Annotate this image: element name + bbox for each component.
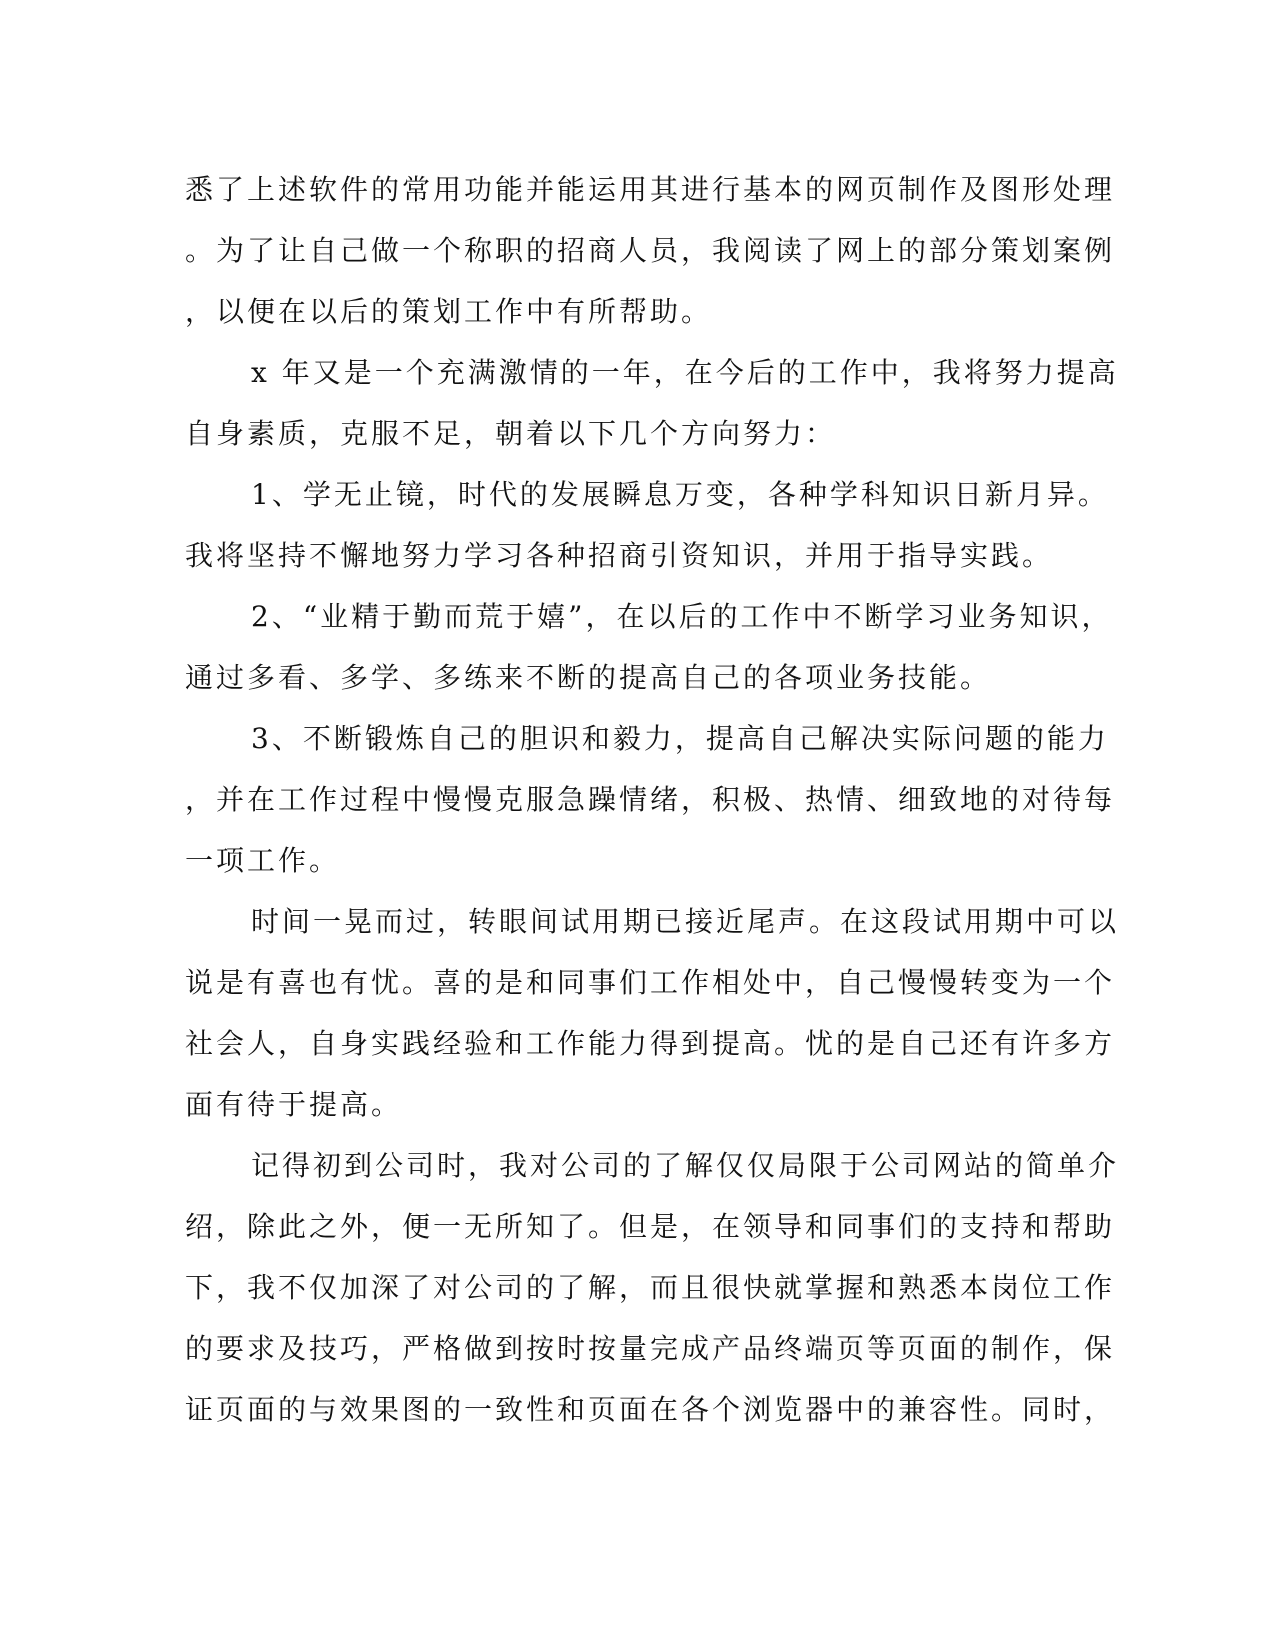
text-line: 时间一晃而过，转眼间试用期已接近尾声。在这段试用期中可以 [251,905,1120,938]
text-line: 的要求及技巧，严格做到按时按量完成产品终端页等页面的制作，保 [185,1332,1116,1365]
text-line: 1、学无止镜，时代的发展瞬息万变，各种学科知识日新月异。 [251,478,1109,511]
paragraph [185,586,1113,708]
text-line: x 年又是一个充满激情的一年，在今后的工作中，我将努力提高 [251,356,1119,389]
paragraph [185,708,1116,891]
document-body [185,159,1120,1440]
text-line: 2、“业精于勤而荒于嬉”，在以后的工作中不断学习业务知识， [251,600,1113,633]
text-line: 我将坚持不懈地努力学习各种招商引资知识，并用于指导实践。 [185,539,1054,572]
text-line: 面有待于提高。 [185,1088,403,1121]
text-line: 绍，除此之外，便一无所知了。但是，在领导和同事们的支持和帮助 [185,1210,1116,1243]
text-line: 下，我不仅加深了对公司的了解，而且很快就掌握和熟悉本岗位工作 [185,1271,1116,1304]
paragraph [185,342,1119,464]
text-line: 一项工作。 [185,844,341,877]
paragraph [185,159,1116,342]
text-line: 证页面的与效果图的一致性和页面在各个浏览器中的兼容性。同时， [185,1393,1116,1426]
text-line: 通过多看、多学、多练来不断的提高自己的各项业务技能。 [185,661,992,694]
paragraph [185,464,1109,586]
text-line: 记得初到公司时，我对公司的了解仅仅局限于公司网站的简单介 [251,1149,1120,1182]
text-line: ，并在工作过程中慢慢克服急躁情绪，积极、热情、细致地的对待每 [185,783,1116,816]
text-line: 。为了让自己做一个称职的招商人员，我阅读了网上的部分策划案例 [185,234,1116,267]
text-line: 说是有喜也有忧。喜的是和同事们工作相处中，自己慢慢转变为一个 [185,966,1116,999]
paragraph [185,1135,1120,1440]
text-line: 自身素质，克服不足，朝着以下几个方向努力： [185,417,837,450]
text-line: ，以便在以后的策划工作中有所帮助。 [185,295,713,328]
paragraph [185,891,1120,1135]
text-line: 3、不断锻炼自己的胆识和毅力，提高自己解决实际问题的能力 [251,722,1109,755]
text-line: 社会人，自身实践经验和工作能力得到提高。忧的是自己还有许多方 [185,1027,1116,1060]
text-line: 悉了上述软件的常用功能并能运用其进行基本的网页制作及图形处理 [185,173,1116,206]
